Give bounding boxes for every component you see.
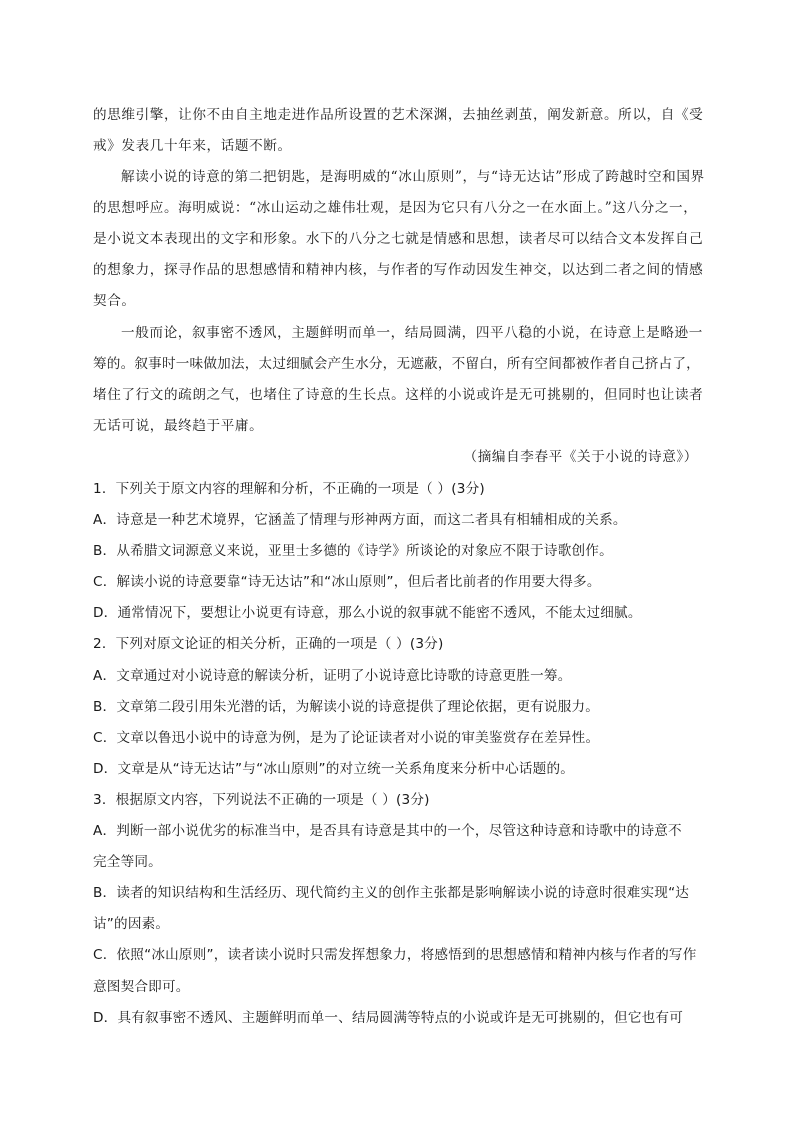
article-line: 筹的。叙事时一味做加法，太过细腻会产生水分，无遮蔽，不留白，所有空间都被作者自己挤占了， [93,356,700,372]
question-stem: 2．下列对原文论证的相关分析，正确的一项是（ ）(3分) [93,636,444,652]
article-line: 契合。 [93,293,136,309]
question-option: A．诗意是一种艺术境界，它涵盖了情理与形神两方面，而这二者具有相辅相成的关系。 [93,512,627,528]
question-option-continuation: 诂”的因素。 [93,916,170,932]
question-option: D．文章是从“诗无达诂”与“冰山原则”的对立统一关系角度来分析中心话题的。 [93,761,575,777]
question-option: C．文章以鲁迅小说中的诗意为例，是为了论证读者对小说的审美鉴赏存在差异性。 [93,730,600,746]
article-line: 的思想呼应。海明威说：“冰山运动之雄伟壮观，是因为它只有八分之一在水面上。”这八分之一， [93,200,698,216]
article-source: （摘编自李春平《关于小说的诗意》） [463,449,698,465]
article-line: 的思维引擎，让你不由自主地走进作品所设置的艺术深渊，去抽丝剥茧，阐发新意。所以，自《受 [93,107,704,123]
article-line: 戒》发表几十年来，话题不断。 [93,138,292,154]
question-stem: 1．下列关于原文内容的理解和分析，不正确的一项是（ ）(3分) [93,481,485,497]
question-option: D．通常情况下，要想让小说更有诗意，那么小说的叙事就不能密不透风，不能太过细腻。 [93,605,642,621]
question-option: B．文章第二段引用朱光潜的话，为解读小说的诗意提供了理论依据，更有说服力。 [93,699,600,715]
question-option: C．解读小说的诗意要靠“诗无达诂”和“冰山原则”，但后者比前者的作用要大得多。 [93,574,601,590]
question-option: B．读者的知识结构和生活经历、现代简约主义的创作主张都是影响解读小说的诗意时很难实现“达 [93,885,690,901]
question-option: D．具有叙事密不透风、主题鲜明而单一、结局圆满等特点的小说或许是无可挑剔的，但它也有可 [93,1010,684,1026]
question-option: B．从希腊文词源意义来说，亚里士多德的《诗学》所谈论的对象应不限于诗歌创作。 [93,543,613,559]
article-paragraph-start: 解读小说的诗意的第二把钥匙，是海明威的“冰山原则”，与“诗无达诂”形成了跨越时空和国界 [121,169,705,185]
article-line: 是小说文本表现出的文字和形象。水下的八分之七就是情感和思想，读者尽可以结合文本发挥自己 [93,231,704,247]
question-option: A．判断一部小说优劣的标准当中，是否具有诗意是其中的一个，尽管这种诗意和诗歌中的诗意不 [93,823,682,839]
article-line: 无话可说，最终趋于平庸。 [93,418,264,434]
article-line: 的想象力，探寻作品的思想感情和精神内核，与作者的写作动因发生神交，以达到二者之间的情感 [93,262,704,278]
question-option: C．依照“冰山原则”，读者读小说时只需发挥想象力，将感悟到的思想感情和精神内核与作者的写作 [93,947,697,963]
question-stem: 3．根据原文内容，下列说法不正确的一项是（ ）(3分) [93,792,430,808]
article-paragraph-start: 一般而论，叙事密不透风，主题鲜明而单一，结局圆满，四平八稳的小说，在诗意上是略逊一 [121,325,703,341]
question-option-continuation: 意图契合即可。 [93,979,190,995]
article-line: 堵住了行文的疏朗之气，也堵住了诗意的生长点。这样的小说或许是无可挑剔的，但同时也让读者 [93,387,704,403]
question-option: A．文章通过对小说诗意的解读分析，证明了小说诗意比诗歌的诗意更胜一筹。 [93,668,572,684]
question-option-continuation: 完全等同。 [93,854,162,870]
